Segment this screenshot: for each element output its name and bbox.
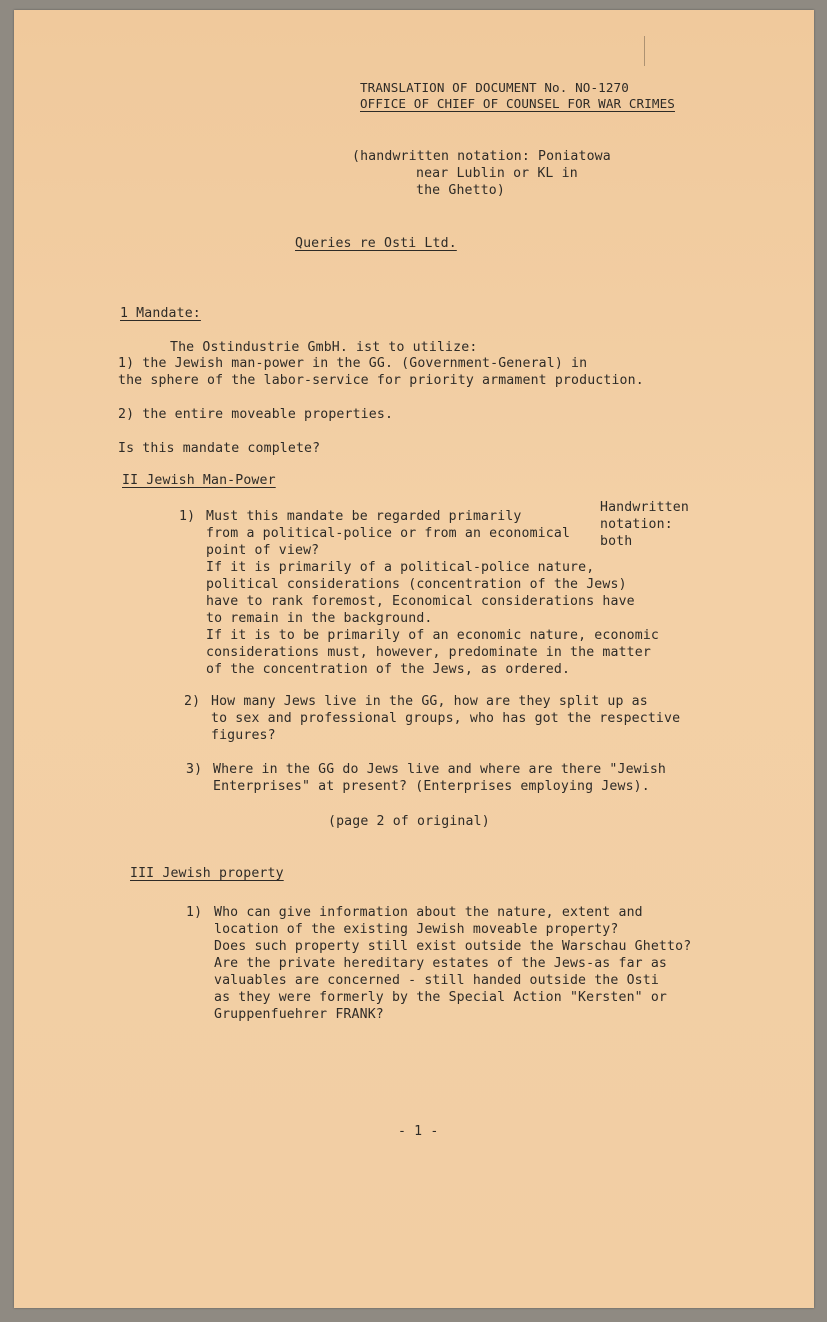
manpower-line: considerations must, however, predominate in the matter [206,645,651,660]
item-number: 1) [179,509,196,524]
mandate-item-2: 2) the entire moveable properties. [118,407,394,422]
mandate-question: Is this mandate complete? [118,441,321,456]
section-heading-property: III Jewish property [130,866,284,881]
section-heading-mandate: 1 Mandate: [120,306,201,321]
page-number: - 1 - [398,1124,439,1139]
manpower-line: If it is to be primarily of an economic nature, economic [206,628,660,643]
mandate-line: the sphere of the labor-service for priority armament production. [118,373,644,388]
notation-line: the Ghetto) [416,183,505,198]
manpower-line: If it is primarily of a political-police nature, [206,560,595,575]
manpower-line: from a political-police or from an economical [206,526,571,541]
page-of-original-note: (page 2 of original) [328,814,490,829]
notation-line: (handwritten notation: Poniatowa [352,149,611,164]
section-heading-manpower: II Jewish Man-Power [122,473,276,488]
property-line: Does such property still exist outside the Warschau Ghetto? [214,939,692,954]
manpower-line: point of view? [206,543,320,558]
mandate-line: 1) the Jewish man-power in the GG. (Government-General) in [118,356,588,371]
manpower-line: to remain in the background. [206,611,433,626]
document-title: TRANSLATION OF DOCUMENT No. NO-1270 [360,80,629,95]
item-number: 2) [184,694,201,709]
manpower-line: Must this mandate be regarded primarily [206,509,522,524]
margin-notation: both [600,534,633,549]
document-page [14,10,814,1308]
manpower-line: of the concentration of the Jews, as ordered. [206,662,571,677]
notation-line: near Lublin or KL in [416,166,578,181]
subject-heading: Queries re Osti Ltd. [295,236,457,251]
property-line: Who can give information about the nature, extent and [214,905,643,920]
manpower-line: How many Jews live in the GG, how are they split up as [211,694,648,709]
manpower-line: figures? [211,728,276,743]
mandate-line: The Ostindustrie GmbH. ist to utilize: [170,340,478,355]
manpower-line: Enterprises" at present? (Enterprises employing Jews). [213,779,650,794]
office-title: OFFICE OF CHIEF OF COUNSEL FOR WAR CRIMES [360,96,675,111]
item-number: 1) [186,905,203,920]
property-line: Gruppenfuehrer FRANK? [214,1007,384,1022]
item-number: 3) [186,762,203,777]
manpower-line: Where in the GG do Jews live and where are there "Jewish [213,762,667,777]
pencil-mark [644,36,645,66]
margin-notation: notation: [600,517,673,532]
manpower-line: political considerations (concentration of the Jews) [206,577,627,592]
property-line: Are the private hereditary estates of the Jews-as far as [214,956,668,971]
margin-notation: Handwritten [600,500,689,515]
manpower-line: have to rank foremost, Economical considerations have [206,594,635,609]
property-line: as they were formerly by the Special Action "Kersten" or [214,990,668,1005]
property-line: location of the existing Jewish moveable property? [214,922,619,937]
property-line: valuables are concerned - still handed outside the Osti [214,973,659,988]
manpower-line: to sex and professional groups, who has got the respective [211,711,681,726]
